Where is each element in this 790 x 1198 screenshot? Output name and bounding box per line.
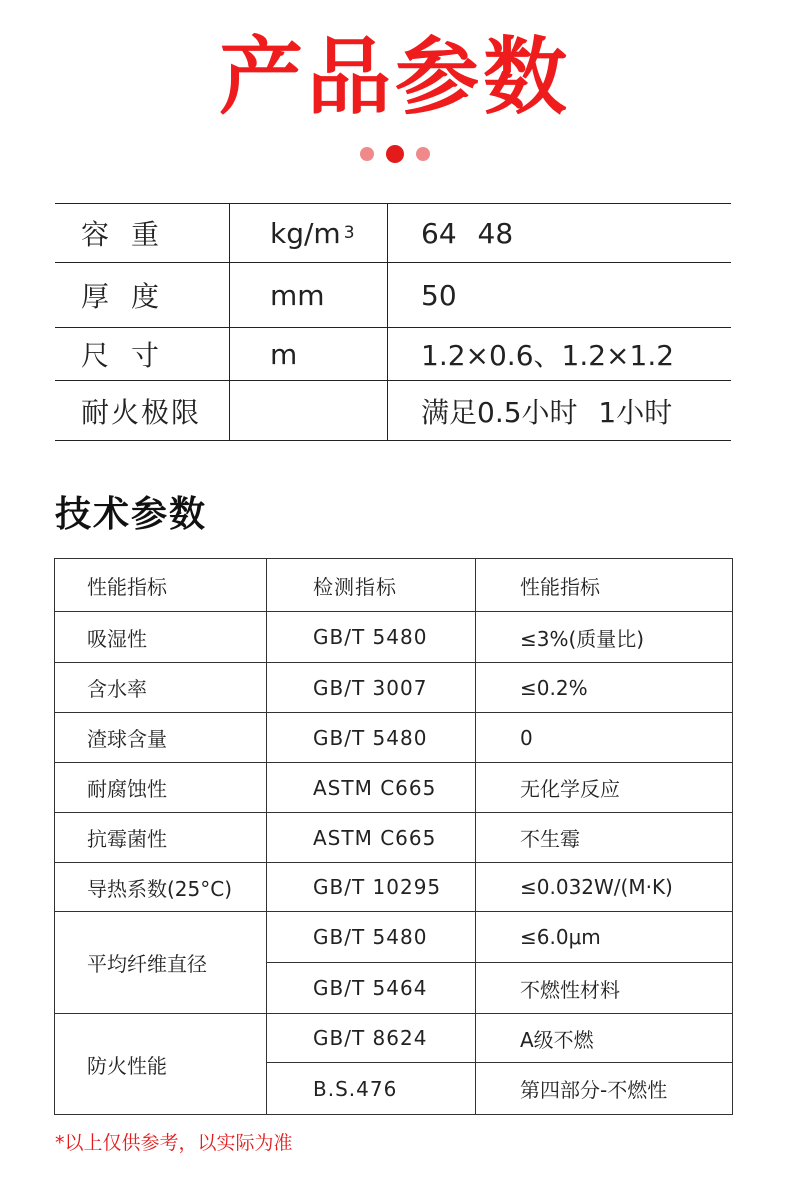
standard-cell: ASTM C665 (267, 763, 476, 813)
property-cell: 吸湿性 (55, 612, 267, 663)
table-header-row (55, 559, 733, 612)
table-row (55, 612, 733, 663)
value-cell: ≤3%(质量比) (476, 612, 733, 663)
table-row (55, 713, 733, 763)
value-cell: 0 (476, 713, 733, 763)
standard-cell: GB/T 5480 (267, 713, 476, 763)
table-row (55, 1014, 733, 1063)
value-cell: 不燃性材料 (476, 963, 733, 1014)
table-row (55, 813, 733, 863)
value-cell: ≤0.032W/(M·K) (476, 863, 733, 912)
param-name: 耐火极限 (55, 381, 230, 440)
product-row-fire-resistance (55, 381, 731, 441)
value-cell: A级不燃 (476, 1014, 733, 1063)
value-cell: ≤6.0μm (476, 912, 733, 963)
footnote: *以上仅供参考，以实际为准 (55, 1132, 293, 1154)
property-cell: 含水率 (55, 663, 267, 713)
dot-indicator (360, 147, 374, 161)
property-cell: 防火性能 (55, 1014, 267, 1115)
product-row-density (55, 204, 731, 263)
property-cell: 耐腐蚀性 (55, 763, 267, 813)
param-unit: kg/m 3 (230, 204, 388, 262)
standard-cell: GB/T 3007 (267, 663, 476, 713)
value-cell: 第四部分-不燃性 (476, 1063, 733, 1115)
value-cell: ≤0.2% (476, 663, 733, 713)
param-unit: m (230, 328, 388, 380)
param-value: 满足0.5小时 1小时 (421, 395, 673, 429)
standard-cell: ASTM C665 (267, 813, 476, 863)
tech-params-table (54, 558, 733, 1115)
table-row (55, 863, 733, 912)
dot-indicator (416, 147, 430, 161)
pagination-dots (0, 145, 790, 163)
param-name: 尺寸 (55, 328, 230, 380)
section-title: 技术参数 (55, 494, 208, 535)
standard-cell: GB/T 10295 (267, 863, 476, 912)
param-name: 容重 (55, 204, 230, 262)
header-cell: 性能指标 (55, 559, 267, 612)
product-row-size (55, 328, 731, 381)
param-value: 1.2×0.6、1.2×1.2 (421, 339, 675, 372)
param-value: 64 48 (421, 216, 514, 250)
param-unit: mm (230, 263, 388, 327)
table-row (55, 663, 733, 713)
page-title: 产品参数 (218, 28, 571, 126)
standard-cell: GB/T 5480 (267, 912, 476, 963)
property-cell: 导热系数(25°C) (55, 863, 267, 912)
header-cell: 检测指标 (267, 559, 476, 612)
param-value: 50 (421, 278, 457, 312)
property-cell: 渣球含量 (55, 713, 267, 763)
param-unit (230, 381, 388, 440)
value-cell: 无化学反应 (476, 763, 733, 813)
property-cell: 抗霉菌性 (55, 813, 267, 863)
dot-indicator-active (386, 145, 404, 163)
table-row (55, 763, 733, 813)
param-name: 厚度 (55, 263, 230, 327)
standard-cell: GB/T 5480 (267, 612, 476, 663)
table-row (55, 912, 733, 963)
standard-cell: GB/T 5464 (267, 963, 476, 1014)
standard-cell: B.S.476 (267, 1063, 476, 1115)
product-params-table (55, 203, 731, 441)
product-row-thickness (55, 263, 731, 328)
property-cell: 平均纤维直径 (55, 912, 267, 1014)
value-cell: 不生霉 (476, 813, 733, 863)
header-cell: 性能指标 (476, 559, 733, 612)
standard-cell: GB/T 8624 (267, 1014, 476, 1063)
